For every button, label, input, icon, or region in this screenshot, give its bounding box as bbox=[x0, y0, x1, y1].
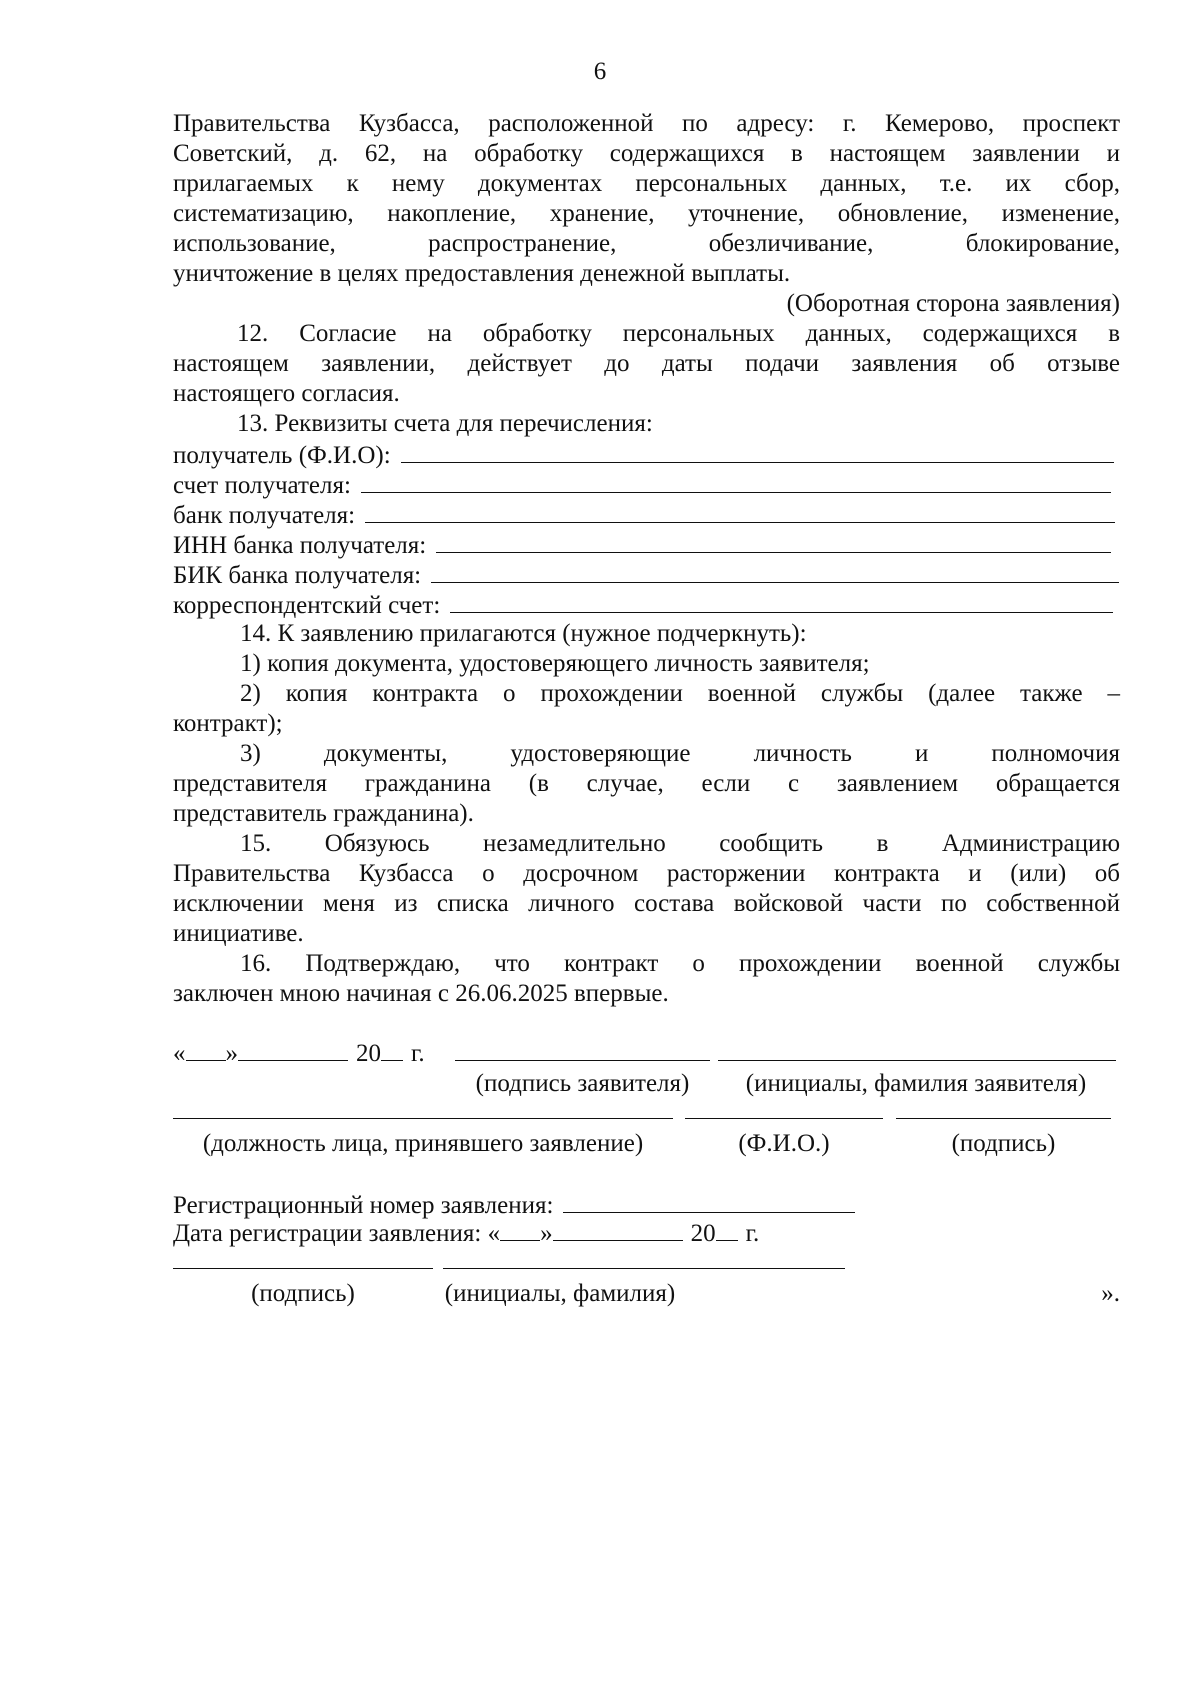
item14-sub3-line: представитель гражданина). bbox=[173, 800, 474, 827]
official-signature-caption: (подпись) bbox=[951, 1130, 1056, 1157]
item12-line: настоящем заявлении, действует до даты подачи заявления об отзыве bbox=[173, 350, 1120, 377]
field-blank[interactable] bbox=[431, 558, 1119, 583]
registrar-signature-caption: (подпись) bbox=[251, 1280, 355, 1307]
item14-sub3-line: 3) документы, удостоверяющие личность и полномочия bbox=[240, 740, 1120, 767]
day-blank[interactable] bbox=[186, 1038, 226, 1061]
field-label: счет получателя: bbox=[173, 472, 351, 499]
official-position-blank[interactable] bbox=[173, 1118, 673, 1119]
registrar-name-caption: (инициалы, фамилия) bbox=[444, 1280, 676, 1307]
field-blank[interactable] bbox=[563, 1188, 855, 1213]
month-blank[interactable] bbox=[553, 1218, 683, 1241]
item14-sub2-line: контракт); bbox=[173, 710, 283, 737]
month-blank[interactable] bbox=[238, 1038, 348, 1061]
intro-line: Правительства Кузбасса, расположенной по адресу: г. Кемерово, проспект bbox=[173, 110, 1120, 137]
field-blank[interactable] bbox=[365, 498, 1115, 523]
registrar-signature-blank[interactable] bbox=[173, 1268, 433, 1269]
applicant-signature-caption: (подпись заявителя) bbox=[475, 1070, 690, 1097]
correspondent-account-field[interactable] bbox=[173, 588, 1113, 620]
day-blank[interactable] bbox=[500, 1218, 540, 1241]
item14-title: 14. К заявлению прилагаются (нужное подчеркнуть): bbox=[240, 620, 807, 647]
field-label: получатель (Ф.И.О): bbox=[173, 442, 391, 469]
intro-line: Советский, д. 62, на обработку содержащихся в настоящем заявлении и bbox=[173, 140, 1120, 167]
field-label: ИНН банка получателя: bbox=[173, 532, 427, 559]
item15-line: 15. Обязуюсь незамедлительно сообщить в Администрацию bbox=[240, 830, 1120, 857]
item15-line: Правительства Кузбасса о досрочном расторжении контракта и (или) об bbox=[173, 860, 1120, 887]
official-position-caption: (должность лица, принявшего заявление) bbox=[202, 1130, 644, 1157]
year-blank[interactable] bbox=[716, 1218, 738, 1241]
field-blank[interactable] bbox=[361, 468, 1111, 493]
application-date[interactable]: « » 20 г. bbox=[173, 1040, 425, 1067]
item14-sub2-line: 2) копия контракта о прохождении военной службы (далее также – bbox=[240, 680, 1120, 707]
closing-mark: ». bbox=[1101, 1280, 1120, 1307]
item12-line: 12. Согласие на обработку персональных данных, содержащихся в bbox=[237, 320, 1120, 347]
registrar-name-blank[interactable] bbox=[443, 1268, 845, 1269]
page-number: 6 bbox=[593, 58, 607, 85]
registration-date-field[interactable]: Дата регистрации заявления: « » 20 г. bbox=[173, 1220, 760, 1247]
field-label: корреспондентский счет: bbox=[173, 592, 441, 619]
field-blank[interactable] bbox=[401, 438, 1114, 463]
field-label: банк получателя: bbox=[173, 502, 356, 529]
recipient-name-field[interactable] bbox=[173, 438, 1114, 470]
item14-sub3-line: представителя гражданина (в случае, если с заявлением обращается bbox=[173, 770, 1120, 797]
intro-line: использование, распространение, обезличивание, блокирование, bbox=[173, 230, 1120, 257]
recipient-bank-field[interactable] bbox=[173, 498, 1115, 530]
item14-sub1: 1) копия документа, удостоверяющего личность заявителя; bbox=[240, 650, 870, 677]
item16-line: заключен мною начиная с 26.06.2025 впервые. bbox=[173, 980, 669, 1007]
item15-line: исключении меня из списка личного состава войсковой части по собственной bbox=[173, 890, 1120, 917]
intro-line: прилагаемых к нему документах персональных данных, т.е. их сбор, bbox=[173, 170, 1120, 197]
field-label: БИК банка получателя: bbox=[173, 562, 422, 589]
applicant-name-caption: (инициалы, фамилия заявителя) bbox=[745, 1070, 1087, 1097]
recipient-account-field[interactable] bbox=[173, 468, 1111, 500]
item16-line: 16. Подтверждаю, что контракт о прохождении военной службы bbox=[240, 950, 1120, 977]
intro-line: систематизацию, накопление, хранение, уточнение, обновление, изменение, bbox=[173, 200, 1120, 227]
official-signature-blank[interactable] bbox=[896, 1118, 1111, 1119]
year-blank[interactable] bbox=[381, 1038, 403, 1061]
bank-bik-field[interactable] bbox=[173, 558, 1119, 590]
bank-inn-field[interactable] bbox=[173, 528, 1111, 560]
item13-title: 13. Реквизиты счета для перечисления: bbox=[237, 410, 653, 437]
field-blank[interactable] bbox=[436, 528, 1111, 553]
field-label: Регистрационный номер заявления: bbox=[173, 1192, 554, 1219]
registration-number-field[interactable] bbox=[173, 1188, 855, 1220]
field-blank[interactable] bbox=[450, 588, 1113, 613]
official-fio-blank[interactable] bbox=[685, 1118, 883, 1119]
applicant-signature-blank[interactable] bbox=[455, 1060, 710, 1061]
item12-line: настоящего согласия. bbox=[173, 380, 400, 407]
reverse-side-note: (Оборотная сторона заявления) bbox=[786, 290, 1120, 317]
applicant-name-blank[interactable] bbox=[718, 1060, 1116, 1061]
intro-line: уничтожение в целях предоставления денежной выплаты. bbox=[173, 260, 791, 287]
item15-line: инициативе. bbox=[173, 920, 304, 947]
official-fio-caption: (Ф.И.О.) bbox=[738, 1130, 830, 1157]
